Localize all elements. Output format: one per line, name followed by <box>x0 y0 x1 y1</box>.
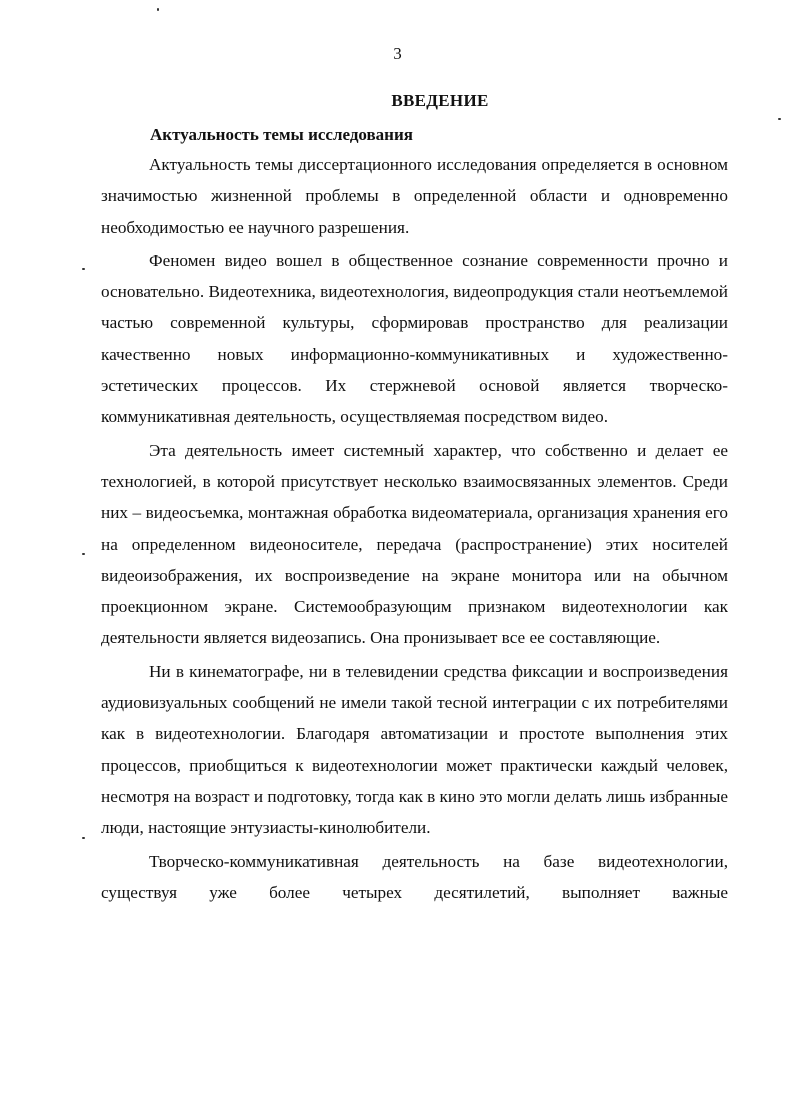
paragraph-video-phenomenon: Феномен видео вошел в общественное сознание современности прочно и основательно. Видеотехника, видеотехнология, видеопродукция стали неотъемлемой частью современной культуры, сформировав пространство для реализации качественно новых информационно-коммуникативных и художественно-эстетических процессов. Их стержневой основой является творческо-коммуникативная деятельность, осуществляемая посредством видео. <box>101 250 728 427</box>
scan-speck <box>82 268 85 270</box>
paragraph-creative-activity: Творческо-коммуникативная деятельность на базе видеотехнологии, существуя уже более четырех десятилетий, выполняет важные <box>101 851 728 902</box>
section-title: ВВЕДЕНИЕ <box>391 91 489 110</box>
paragraph-cinema-television: Ни в кинематографе, ни в телевидении средства фиксации и воспроизведения аудиовизуальных сообщений не имели такой тесной интеграции с их потребителями как в видеотехнологии. Благодаря автоматизации и простоте выполнения этих процессов, приобщиться к видеотехнологии может практически каждый человек, несмотря на возраст и подготовку, тогда как в кино это могли делать лишь избранные люди, настоящие энтузиасты-кинолюбители. <box>101 661 728 838</box>
paragraph-relevance: Актуальность темы диссертационного исследования определяется в основном значимостью жизненной проблемы в определенной области и одновременно необходимостью ее научного разрешения. <box>101 155 728 237</box>
scan-speck <box>778 118 781 120</box>
scan-speck <box>82 837 85 839</box>
paragraph-system-character: Эта деятельность имеет системный характер, что собственно и делает ее технологией, в которой присутствует несколько взаимосвязанных элементов. Среди них – видеосъемка, монтажная обработка видеоматериала, организация хранения его на определенном видеоносителе, передача (распространение) этих носителей видеоизображения, их воспроизведение на экране монитора или на обычном проекционном экране. Системообразующим признаком видеотехнологии как деятельности является видеозапись. Она пронизывает все ее составляющие. <box>101 440 728 648</box>
body-text <box>101 149 728 908</box>
scan-speck <box>82 553 85 555</box>
scan-speck <box>157 8 159 11</box>
page-number: 3 <box>393 44 402 63</box>
subsection-title: Актуальность темы исследования <box>150 125 413 144</box>
